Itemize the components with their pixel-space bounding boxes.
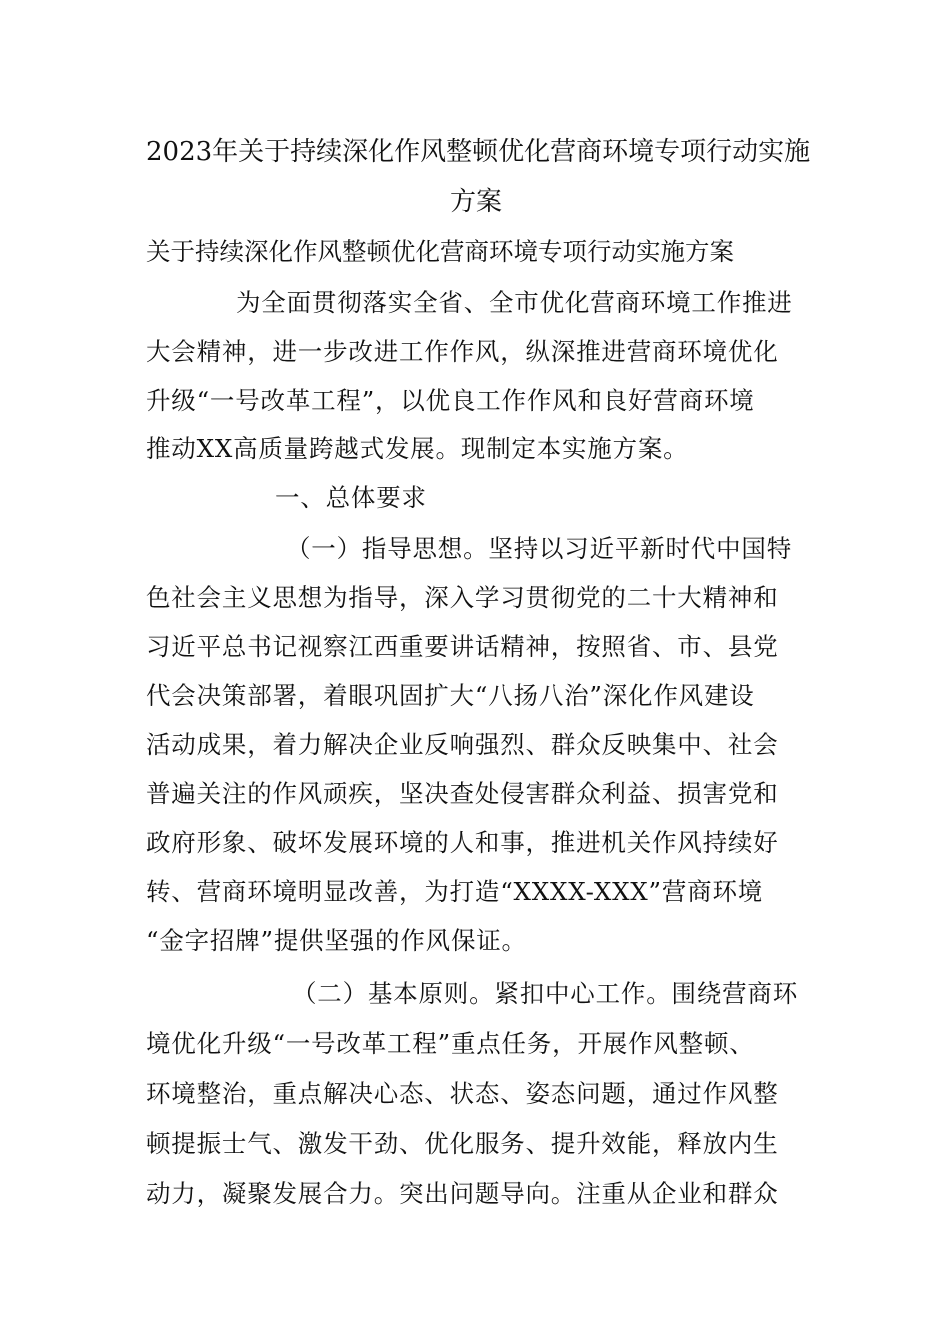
paragraph-line: 活动成果，着力解决企业反响强烈、群众反映集中、社会 <box>146 730 779 759</box>
paragraph-line: 代会决策部署，着眼巩固扩大“八扬八治”深化作风建设 <box>146 681 755 710</box>
paragraph-line: 普遍关注的作风顽疾，坚决查处侵害群众利益、损害党和 <box>146 779 779 808</box>
paragraph-line: 环境整治，重点解决心态、状态、姿态问题，通过作风整 <box>146 1079 779 1108</box>
section-heading: 一、总体要求 <box>275 483 427 512</box>
paragraph-line: “金字招牌”提供坚强的作风保证。 <box>146 926 527 955</box>
paragraph-line: 动力，凝聚发展合力。突出问题导向。注重从企业和群众 <box>146 1179 779 1208</box>
paragraph-line: 推动XX高质量跨越式发展。现制定本实施方案。 <box>146 434 689 463</box>
document-subtitle: 关于持续深化作风整顿优化营商环境专项行动实施方案 <box>146 237 734 266</box>
paragraph-line: （一）指导思想。坚持以习近平新时代中国特 <box>286 534 792 563</box>
paragraph-line: 习近平总书记视察江西重要讲话精神，按照省、市、县党 <box>146 632 779 661</box>
paragraph-line: 境优化升级“一号改革工程”重点任务，开展作风整顿、 <box>146 1029 755 1058</box>
paragraph-line: 为全面贯彻落实全省、全市优化营商环境工作推进 <box>236 288 793 317</box>
paragraph-line: （二）基本原则。紧扣中心工作。围绕营商环 <box>292 979 798 1008</box>
paragraph-line: 政府形象、破坏发展环境的人和事，推进机关作风持续好 <box>146 828 779 857</box>
paragraph-line: 升级“一号改革工程”，以优良工作作风和良好营商环境 <box>146 386 755 415</box>
paragraph-line: 大会精神，进一步改进工作作风，纵深推进营商环境优化 <box>146 337 779 366</box>
paragraph-line: 转、营商环境明显改善，为打造“XXXX-XXX”营商环境 <box>146 877 764 906</box>
paragraph-line: 顿提振士气、激发干劲、优化服务、提升效能，释放内生 <box>146 1129 779 1158</box>
document-title-line-2: 方案 <box>449 187 502 217</box>
paragraph-line: 色社会主义思想为指导，深入学习贯彻党的二十大精神和 <box>146 583 779 612</box>
document-title-line-1: 2023年关于持续深化作风整顿优化营商环境专项行动实施 <box>146 137 811 167</box>
